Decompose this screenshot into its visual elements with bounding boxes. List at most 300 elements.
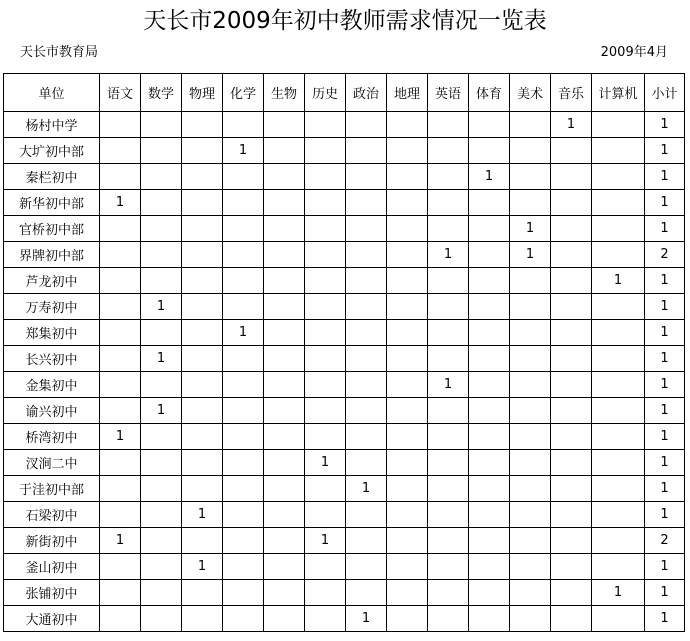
unit-name-cell: 汊涧二中 bbox=[4, 450, 100, 476]
column-header: 音乐 bbox=[551, 74, 592, 112]
unit-name-cell: 桥湾初中 bbox=[4, 424, 100, 450]
table-cell bbox=[510, 580, 551, 606]
table-cell bbox=[264, 268, 305, 294]
table-cell bbox=[551, 294, 592, 320]
table-cell bbox=[592, 398, 645, 424]
table-cell: 1 bbox=[428, 242, 469, 268]
table-cell bbox=[469, 450, 510, 476]
table-cell bbox=[551, 476, 592, 502]
table-cell bbox=[551, 398, 592, 424]
table-cell bbox=[510, 294, 551, 320]
table-cell bbox=[346, 164, 387, 190]
table-cell bbox=[141, 216, 182, 242]
table-cell bbox=[305, 580, 346, 606]
table-cell bbox=[469, 190, 510, 216]
table-header-row bbox=[4, 74, 685, 112]
column-header: 体育 bbox=[469, 74, 510, 112]
table-cell bbox=[100, 268, 141, 294]
table-cell bbox=[182, 112, 223, 138]
table-cell: 1 bbox=[645, 112, 685, 138]
table-cell bbox=[346, 398, 387, 424]
table-cell bbox=[182, 346, 223, 372]
table-cell: 1 bbox=[346, 606, 387, 632]
table-cell bbox=[551, 606, 592, 632]
column-header: 政治 bbox=[346, 74, 387, 112]
table-cell bbox=[428, 580, 469, 606]
table-row bbox=[4, 320, 685, 346]
column-header: 数学 bbox=[141, 74, 182, 112]
table-cell bbox=[510, 424, 551, 450]
table-cell bbox=[387, 112, 428, 138]
table-cell bbox=[469, 554, 510, 580]
table-body bbox=[4, 112, 685, 632]
unit-name-cell: 于洼初中部 bbox=[4, 476, 100, 502]
table-cell bbox=[305, 502, 346, 528]
table-cell bbox=[387, 216, 428, 242]
table-cell bbox=[223, 372, 264, 398]
table-cell bbox=[387, 294, 428, 320]
table-cell bbox=[346, 450, 387, 476]
table-cell bbox=[223, 398, 264, 424]
table-cell bbox=[305, 268, 346, 294]
table-cell bbox=[100, 216, 141, 242]
table-cell: 1 bbox=[645, 268, 685, 294]
table-cell: 1 bbox=[645, 164, 685, 190]
table-cell bbox=[592, 294, 645, 320]
table-cell: 1 bbox=[645, 606, 685, 632]
table-cell bbox=[428, 528, 469, 554]
unit-name-cell: 万寿初中 bbox=[4, 294, 100, 320]
table-cell bbox=[551, 502, 592, 528]
table-cell bbox=[223, 476, 264, 502]
table-cell: 1 bbox=[645, 450, 685, 476]
table-row bbox=[4, 554, 685, 580]
table-cell bbox=[346, 112, 387, 138]
table-row bbox=[4, 528, 685, 554]
table-cell bbox=[223, 606, 264, 632]
table-cell bbox=[469, 424, 510, 450]
table-cell bbox=[428, 450, 469, 476]
table-cell bbox=[223, 112, 264, 138]
table-cell bbox=[223, 554, 264, 580]
table-cell bbox=[387, 580, 428, 606]
table-cell bbox=[264, 372, 305, 398]
table-cell bbox=[141, 424, 182, 450]
table-cell bbox=[387, 502, 428, 528]
table-cell bbox=[346, 320, 387, 346]
table-cell bbox=[346, 528, 387, 554]
table-cell: 1 bbox=[592, 580, 645, 606]
table-cell bbox=[469, 216, 510, 242]
table-cell bbox=[182, 216, 223, 242]
table-cell bbox=[141, 242, 182, 268]
table-cell bbox=[305, 346, 346, 372]
table-cell bbox=[428, 268, 469, 294]
table-cell bbox=[551, 190, 592, 216]
table-cell bbox=[223, 424, 264, 450]
table-cell bbox=[469, 346, 510, 372]
table-cell bbox=[264, 606, 305, 632]
table-cell: 1 bbox=[645, 476, 685, 502]
table-cell bbox=[551, 346, 592, 372]
table-cell bbox=[141, 580, 182, 606]
unit-name-cell: 官桥初中部 bbox=[4, 216, 100, 242]
table-cell bbox=[551, 320, 592, 346]
table-cell bbox=[469, 138, 510, 164]
column-header: 历史 bbox=[305, 74, 346, 112]
table-cell bbox=[387, 424, 428, 450]
unit-name-cell: 金集初中 bbox=[4, 372, 100, 398]
table-cell: 1 bbox=[182, 502, 223, 528]
table-cell bbox=[346, 242, 387, 268]
table-cell bbox=[100, 242, 141, 268]
table-cell bbox=[141, 112, 182, 138]
table-cell bbox=[510, 528, 551, 554]
table-cell bbox=[346, 346, 387, 372]
table-cell bbox=[510, 138, 551, 164]
table-cell bbox=[223, 268, 264, 294]
table-cell bbox=[346, 502, 387, 528]
table-cell bbox=[264, 216, 305, 242]
table-cell bbox=[100, 138, 141, 164]
table-cell bbox=[264, 450, 305, 476]
column-header: 计算机 bbox=[592, 74, 645, 112]
table-cell bbox=[141, 554, 182, 580]
table-cell bbox=[592, 554, 645, 580]
table-cell bbox=[182, 164, 223, 190]
table-cell bbox=[551, 242, 592, 268]
table-cell: 1 bbox=[141, 398, 182, 424]
table-cell: 1 bbox=[305, 450, 346, 476]
table-cell: 1 bbox=[305, 528, 346, 554]
table-cell bbox=[264, 190, 305, 216]
table-cell bbox=[182, 398, 223, 424]
table-cell bbox=[346, 190, 387, 216]
table-cell bbox=[182, 190, 223, 216]
table-cell: 1 bbox=[645, 372, 685, 398]
table-cell bbox=[100, 112, 141, 138]
table-cell bbox=[592, 424, 645, 450]
table-cell bbox=[223, 294, 264, 320]
table-cell bbox=[469, 294, 510, 320]
table-cell bbox=[592, 242, 645, 268]
table-cell bbox=[592, 138, 645, 164]
table-cell bbox=[592, 528, 645, 554]
table-cell bbox=[592, 606, 645, 632]
table-cell: 1 bbox=[592, 268, 645, 294]
table-cell bbox=[510, 554, 551, 580]
table-cell bbox=[182, 138, 223, 164]
table-cell bbox=[223, 528, 264, 554]
issuing-organization: 天长市教育局 bbox=[20, 45, 99, 60]
table-cell bbox=[428, 346, 469, 372]
table-cell bbox=[141, 372, 182, 398]
table-cell bbox=[346, 294, 387, 320]
table-cell bbox=[100, 294, 141, 320]
table-cell: 1 bbox=[223, 320, 264, 346]
table-row bbox=[4, 606, 685, 632]
table-cell bbox=[469, 502, 510, 528]
table-cell: 1 bbox=[428, 372, 469, 398]
table-cell bbox=[387, 242, 428, 268]
table-cell bbox=[428, 554, 469, 580]
table-cell bbox=[428, 606, 469, 632]
unit-name-cell: 大圹初中部 bbox=[4, 138, 100, 164]
table-cell bbox=[100, 164, 141, 190]
table-row bbox=[4, 216, 685, 242]
table-cell: 1 bbox=[346, 476, 387, 502]
table-cell: 1 bbox=[645, 346, 685, 372]
table-cell bbox=[469, 268, 510, 294]
table-cell bbox=[264, 476, 305, 502]
table-cell bbox=[100, 398, 141, 424]
table-cell bbox=[510, 450, 551, 476]
unit-name-cell: 秦栏初中 bbox=[4, 164, 100, 190]
table-row bbox=[4, 268, 685, 294]
table-cell bbox=[100, 580, 141, 606]
table-cell bbox=[264, 164, 305, 190]
table-cell bbox=[264, 398, 305, 424]
table-cell bbox=[551, 138, 592, 164]
table-cell bbox=[305, 606, 346, 632]
table-row bbox=[4, 450, 685, 476]
table-cell bbox=[141, 528, 182, 554]
table-cell bbox=[346, 216, 387, 242]
table-cell bbox=[428, 164, 469, 190]
table-row bbox=[4, 398, 685, 424]
table-cell bbox=[182, 606, 223, 632]
table-cell bbox=[182, 528, 223, 554]
table-cell bbox=[223, 190, 264, 216]
unit-name-cell: 石梁初中 bbox=[4, 502, 100, 528]
table-cell bbox=[182, 424, 223, 450]
column-header: 语文 bbox=[100, 74, 141, 112]
teacher-demand-table bbox=[3, 73, 685, 632]
table-cell bbox=[100, 554, 141, 580]
table-cell bbox=[387, 268, 428, 294]
table-cell bbox=[592, 346, 645, 372]
table-cell bbox=[551, 372, 592, 398]
table-cell bbox=[469, 242, 510, 268]
table-cell bbox=[223, 242, 264, 268]
table-cell: 1 bbox=[141, 294, 182, 320]
table-cell: 1 bbox=[645, 294, 685, 320]
table-cell bbox=[100, 606, 141, 632]
table-cell bbox=[305, 242, 346, 268]
table-cell bbox=[305, 112, 346, 138]
table-row bbox=[4, 424, 685, 450]
table-cell bbox=[141, 606, 182, 632]
table-cell bbox=[305, 138, 346, 164]
table-row bbox=[4, 242, 685, 268]
table-cell: 1 bbox=[469, 164, 510, 190]
table-cell bbox=[141, 190, 182, 216]
table-cell bbox=[592, 476, 645, 502]
column-header: 生物 bbox=[264, 74, 305, 112]
table-cell bbox=[469, 112, 510, 138]
table-cell bbox=[182, 580, 223, 606]
table-cell bbox=[182, 320, 223, 346]
table-cell bbox=[469, 528, 510, 554]
table-cell bbox=[223, 502, 264, 528]
table-cell bbox=[264, 138, 305, 164]
table-cell bbox=[223, 346, 264, 372]
table-cell bbox=[264, 112, 305, 138]
table-cell bbox=[387, 398, 428, 424]
unit-name-cell: 界牌初中部 bbox=[4, 242, 100, 268]
table-cell bbox=[100, 372, 141, 398]
column-header: 化学 bbox=[223, 74, 264, 112]
table-cell bbox=[346, 554, 387, 580]
column-header: 小计 bbox=[645, 74, 685, 112]
table-cell bbox=[510, 164, 551, 190]
table-cell bbox=[592, 164, 645, 190]
table-cell bbox=[387, 164, 428, 190]
table-cell bbox=[551, 580, 592, 606]
table-cell bbox=[182, 242, 223, 268]
table-cell bbox=[305, 164, 346, 190]
table-cell: 1 bbox=[510, 242, 551, 268]
table-cell bbox=[510, 372, 551, 398]
table-cell bbox=[387, 450, 428, 476]
table-cell bbox=[469, 372, 510, 398]
table-cell bbox=[264, 320, 305, 346]
table-cell bbox=[223, 216, 264, 242]
table-row bbox=[4, 164, 685, 190]
table-cell bbox=[428, 320, 469, 346]
table-row bbox=[4, 372, 685, 398]
unit-name-cell: 谕兴初中 bbox=[4, 398, 100, 424]
table-cell bbox=[551, 268, 592, 294]
table-cell bbox=[223, 450, 264, 476]
table-cell: 1 bbox=[645, 554, 685, 580]
table-cell bbox=[305, 424, 346, 450]
table-cell bbox=[510, 346, 551, 372]
table-cell bbox=[469, 398, 510, 424]
unit-name-cell: 长兴初中 bbox=[4, 346, 100, 372]
table-cell bbox=[346, 268, 387, 294]
unit-name-cell: 张铺初中 bbox=[4, 580, 100, 606]
table-cell bbox=[264, 528, 305, 554]
table-cell: 1 bbox=[141, 346, 182, 372]
unit-name-cell: 芦龙初中 bbox=[4, 268, 100, 294]
table-cell bbox=[510, 190, 551, 216]
table-cell bbox=[100, 502, 141, 528]
table-cell bbox=[141, 476, 182, 502]
table-cell bbox=[346, 372, 387, 398]
table-cell bbox=[510, 268, 551, 294]
table-row bbox=[4, 112, 685, 138]
table-row bbox=[4, 294, 685, 320]
table-cell bbox=[387, 476, 428, 502]
table-cell: 1 bbox=[510, 216, 551, 242]
table-cell bbox=[305, 216, 346, 242]
table-cell bbox=[182, 294, 223, 320]
table-cell bbox=[428, 476, 469, 502]
table-cell: 1 bbox=[100, 528, 141, 554]
table-cell bbox=[100, 346, 141, 372]
table-cell bbox=[141, 320, 182, 346]
table-cell bbox=[592, 372, 645, 398]
table-cell bbox=[387, 528, 428, 554]
table-cell: 1 bbox=[645, 502, 685, 528]
table-cell: 1 bbox=[645, 424, 685, 450]
table-cell bbox=[305, 320, 346, 346]
table-cell bbox=[305, 398, 346, 424]
table-cell bbox=[592, 216, 645, 242]
table-cell bbox=[551, 554, 592, 580]
table-cell bbox=[182, 450, 223, 476]
table-cell bbox=[551, 528, 592, 554]
unit-name-cell: 大通初中 bbox=[4, 606, 100, 632]
table-cell bbox=[141, 164, 182, 190]
table-cell: 1 bbox=[182, 554, 223, 580]
table-cell: 1 bbox=[551, 112, 592, 138]
table-cell: 1 bbox=[223, 138, 264, 164]
table-cell bbox=[346, 580, 387, 606]
table-cell: 2 bbox=[645, 528, 685, 554]
table-cell bbox=[387, 606, 428, 632]
table-cell bbox=[100, 320, 141, 346]
table-cell bbox=[510, 502, 551, 528]
table-cell bbox=[428, 138, 469, 164]
table-cell bbox=[551, 424, 592, 450]
table-row bbox=[4, 580, 685, 606]
table-cell bbox=[223, 164, 264, 190]
table-cell bbox=[387, 554, 428, 580]
table-cell bbox=[387, 372, 428, 398]
table-cell bbox=[469, 320, 510, 346]
table-cell bbox=[510, 320, 551, 346]
table-row bbox=[4, 190, 685, 216]
page-title: 天长市2009年初中教师需求情况一览表 bbox=[143, 8, 547, 34]
table-cell bbox=[305, 190, 346, 216]
table-cell bbox=[428, 190, 469, 216]
column-header: 英语 bbox=[428, 74, 469, 112]
table-cell bbox=[264, 242, 305, 268]
table-cell: 1 bbox=[645, 190, 685, 216]
table-cell bbox=[141, 268, 182, 294]
table-cell bbox=[469, 606, 510, 632]
table-cell bbox=[592, 112, 645, 138]
table-row bbox=[4, 138, 685, 164]
table-cell bbox=[100, 476, 141, 502]
table-cell: 1 bbox=[645, 398, 685, 424]
table-cell bbox=[428, 216, 469, 242]
table-cell bbox=[551, 216, 592, 242]
table-row bbox=[4, 346, 685, 372]
column-header: 物理 bbox=[182, 74, 223, 112]
table-cell bbox=[264, 424, 305, 450]
table-cell bbox=[141, 450, 182, 476]
table-cell: 2 bbox=[645, 242, 685, 268]
column-header: 单位 bbox=[4, 74, 100, 112]
unit-name-cell: 杨村中学 bbox=[4, 112, 100, 138]
table-cell bbox=[182, 372, 223, 398]
table-cell bbox=[510, 606, 551, 632]
table-cell bbox=[510, 398, 551, 424]
table-cell bbox=[428, 424, 469, 450]
table-row bbox=[4, 502, 685, 528]
table-cell bbox=[428, 112, 469, 138]
table-cell bbox=[387, 346, 428, 372]
table-row bbox=[4, 476, 685, 502]
table-cell bbox=[592, 450, 645, 476]
table-cell bbox=[428, 398, 469, 424]
unit-name-cell: 新街初中 bbox=[4, 528, 100, 554]
table-cell bbox=[346, 424, 387, 450]
table-cell: 1 bbox=[645, 320, 685, 346]
